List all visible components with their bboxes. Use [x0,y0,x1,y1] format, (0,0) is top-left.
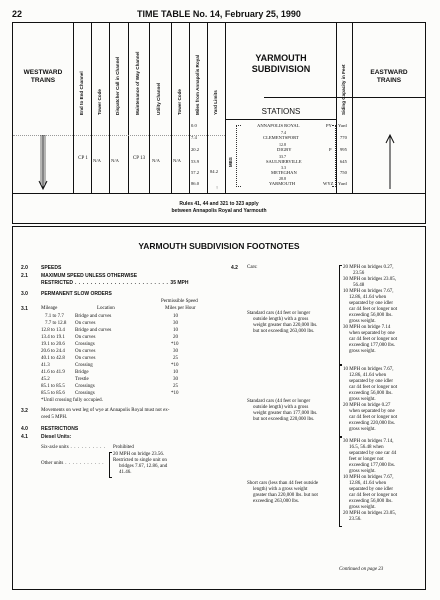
station-mile: 57.2 [191,170,200,175]
timetable-grid [12,22,426,224]
column-header: Miles from Annapolis Royal [195,54,200,115]
station-code: PY [326,123,332,128]
station-name: ANNAPOLIS ROYAL [257,123,300,128]
mbs-label: MBS [228,157,233,167]
column-header: Dispatcher Call in Channel [115,56,120,115]
wye-restriction: Movements on west leg of wye at Annapolis Royal must not ex- [41,408,170,413]
siding-capacity: 995 [340,147,347,152]
up-arrow-icon: ↑ [215,185,219,190]
between-distance: 28.8 [279,176,286,181]
column-header: Yard Limits [213,90,218,115]
max-speed-label: MAXIMUM SPEED UNLESS OTHERWISE [41,273,138,279]
siding-capacity: 770 [340,135,347,140]
between-distance: 12.8 [279,142,286,147]
subdivision-title: YARMOUTH SUBDIVISION [251,53,311,74]
siding-capacity: Yard [338,181,347,186]
section-heading: SPEEDS [41,265,62,271]
tower-code-2-value: N/A [173,158,181,163]
other-units-line: Other units . . . . . . . . . . . [41,461,105,466]
diesel-units-heading: Diesel Units: [41,434,72,440]
eastward-trains-label: EASTWARD TRAINS [370,69,408,84]
section-number: 3.0 [21,291,28,297]
section-number: 2.1 [21,273,28,279]
section-heading: RESTRICTIONS [41,426,79,432]
between-distance: 3.3 [281,165,286,170]
six-axle-status: Prohibited [113,445,134,450]
mow-channel-value: CP 13 [132,156,146,161]
six-axle-line: Six-axle units . . . . . . . . . . [41,445,106,450]
down-arrow-icon [38,133,48,191]
page-number: 22 [12,9,23,19]
rules-note: Rules 41, 44 and 321 to 323 apply between Annapolis Royal and Yarmouth [171,201,267,214]
tower-code-value: N/A [93,158,101,163]
max-speed-line: RESTRICTED . . . . . . . . . . . . . . . . . . . . . . . . 35 MPH [41,280,189,286]
speed-header: Permissible Speed [161,299,198,304]
station-name: YARMOUTH [269,181,296,186]
station-mile: 7.4 [191,135,197,140]
station-bracket [236,125,241,187]
stations-label: STATIONS [261,107,301,116]
station-code: WYZ [323,181,334,186]
section-heading: PERMANENT SLOW ORDERS [41,291,112,297]
station-mile: 53.9 [191,159,200,164]
column-header: Tower Code [97,89,102,115]
speed-header: Miles per Hour [165,306,196,311]
wye-restriction: ceed 5 MPH. [41,415,68,420]
siding-capacity: 750 [340,170,347,175]
column-header: Maintenance of Way Channel [135,51,140,115]
continued-note: Continued on page 23 [339,567,384,572]
column-header: Utility Channel [156,82,161,115]
between-distance: 33.7 [279,154,286,159]
cars-heading: Cars: [247,265,258,270]
station-mile: 0.0 [191,123,197,128]
section-number: 4.1 [21,434,28,440]
yard-limit-mile: 84.2 [210,169,219,174]
section-number: 4.0 [21,426,28,432]
mileage-header: Mileage [41,306,58,311]
between-distance: 7.4 [281,130,286,135]
section-number: 3.1 [21,306,28,312]
up-arrow-icon [385,133,395,191]
station-mile: 20.2 [191,147,200,152]
footnotes-section: YARMOUTH SUBDIVISION FOOTNOTES 2.0 SPEEDS 2.1 MAXIMUM SPEED UNLESS OTHERWISE RESTRICTED . . . . . . . . . . . . . . . . . . . . . . . . 35 MPH 3.0 PERMANENT SLOW ORDERS Permissible Speed 3.1 Mileage Location Miles per Hour 7.1 to 7.7 Bridge and curves 10 7.7 to 12.8 On curves 30 12.8 to 13.4 Bridge and curves 10 13.4 to 19.1 On curves 20 19.1 to 20.6 Crossings *10 20.6 to 24.4 On curves 30 40.1 to 42.8 On curves 25 41.3 Crossing *10 41.6 to 41.9 Bridge 10 45.2 Trestle 30 85.1 to 85.5 Crossings 25 85.5 to 85.6 Crossings *10 *Until crossing fully occupied. 3.2 Movements on west leg of wye at Annapolis Royal must not ex- ceed 5 MPH. 4.0 RESTRICTIONS 4.1 Diesel Units: Six-axle units . . . . . . . . . . Prohibited Other units . . . . . . . . . . . 20 MPH on bridge 23.56. Restricted to single unit on bridges 7.67, 12.86, and 41.46. 4.2 Cars: Standard cars (44 feet or longer outside length) with a gross weight greater than 220,000 lbs. but not exceeding 263,000 lbs. Standard cars (44 feet or longer outside length) with a gross weight greater than 177,000 lbs. but not exceeding 220,000 lbs. Short cars (less than 44 feet outside length) with a gross weight greater than 220,000 lbs. but not exceeding 263,000 lbs. 20 MPH on bridges 0.27, 23.56 30 MPH on bridges 23.05, 56.48 10 MPH on bridges 7.67, 12.86, 41.64 when separated by one idler car 44 feet or longer not exceeding 56,000 lbs. gross weight. 30 MPH on bridge 7.14 when separated by one car 44 feet or longer not exceeding 177,000 lbs. gross weight. 10 MPH on bridges 7.67, 12.86, 41.64 when separated by one idler car 44 feet or longer not exceeding 56,000 lbs. gross weight. 20 MPH on bridge 0.27 when separated by one car 44 feet or longer not exceeding 220,000 lbs. gross weight. 30 MPH on bridges 7.14, 16.5, 56.48 when separated by one car 44 feet or longer not exceeding 177,000 lbs. gross weight. 10 MPH on bridges 7.67, 12.86, 41.64 when separated by one idler car 44 feet or longer not exceeding 56,000 lbs. gross weight. 20 MPH on bridges 23.05, 23.56. Continued on page 23 [12,226,426,590]
column-header: End to End Channel [79,71,84,115]
station-name: DIGBY [277,147,292,152]
footnotes-title: YARMOUTH SUBDIVISION FOOTNOTES [138,241,300,251]
section-number: 3.2 [21,408,28,414]
utility-value: N/A [152,158,160,163]
channel-value: CP 1 [78,156,88,161]
siding-capacity: Yard [338,123,347,128]
location-header: Location [97,306,115,311]
section-number: 2.0 [21,265,28,271]
section-number: 4.2 [231,265,238,271]
column-header: Tower Code [177,89,182,115]
station-bracket [332,125,336,187]
station-code: P [329,147,332,152]
station-name: CLEMENTSPORT [263,135,299,140]
page-title: TIME TABLE No. 14, February 25, 1990 [137,9,301,19]
westward-trains-label: WESTWARD TRAINS [23,69,63,84]
column-header: Siding Capacity in Feet [341,64,346,115]
siding-capacity: 645 [340,159,347,164]
station-mile: 86.0 [191,181,200,186]
station-name: SAULNIERVILLE [266,159,302,164]
station-name: METEGHAN [271,170,297,175]
dispatcher-value: N/A [111,158,119,163]
crossing-note: *Until crossing fully occupied. [41,398,103,403]
